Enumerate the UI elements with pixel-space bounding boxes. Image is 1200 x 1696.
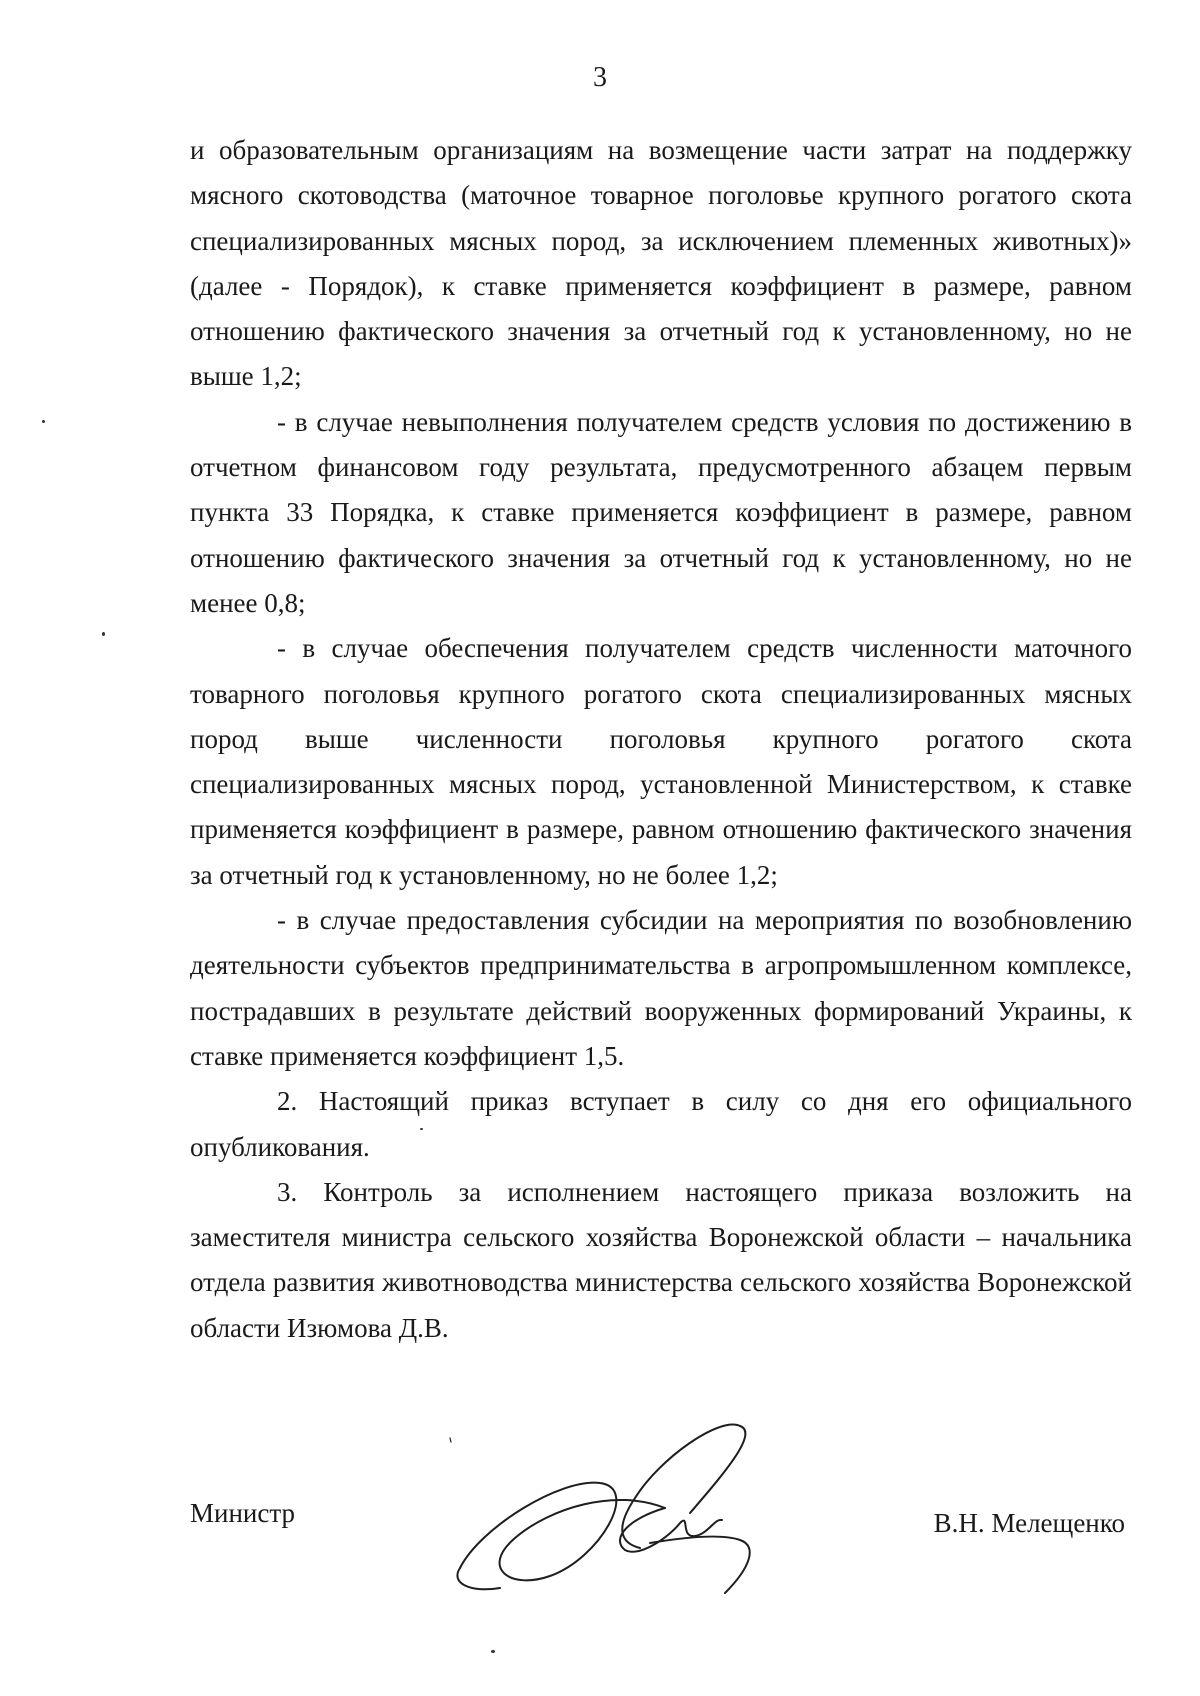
paragraph-control: 3. Контроль за исполнением настоящего приказа возложить на заместителя министра сельского хозяйства Воронежской области – начальника отдела развития животноводства министерства сельского хозяйства Воронежской области Изюмова Д.В.: [190, 1176, 1132, 1343]
paragraph-coefficient-minimum: - в случае невыполнения получателем средств условия по достижению в отчетном финансовом году результата, предусмотренного абзацем первым пункта 33 Порядка, к ставке применяется коэффициент в размере, равном отношению фактического значения за отчетный год к установленному, но не менее 0,8;: [190, 406, 1132, 618]
paragraph-coefficient-herd-size: - в случае обеспечения получателем средств численности маточного товарного поголовья крупного рогатого скота специализированных мясных пород выше численности поголовья крупного рогатого скота специализированных мясных пород, установленной Министерством, к ставке применяется коэффициент в размере, равном отношению фактического значения за отчетный год к установленному, но не более 1,2;: [190, 633, 1132, 890]
signatory-position: Министр: [190, 1498, 295, 1528]
scan-speck: [102, 632, 105, 636]
scan-speck: [491, 1650, 495, 1653]
paragraph-coefficient-ukraine: - в случае предоставления субсидии на мероприятия по возобновлению деятельности субъектов предпринимательства в агропромышленном комплексе, пострадавших в результате действий вооруженных формирований Украины, к ставке применяется коэффициент 1,5.: [190, 905, 1132, 1071]
scan-speck: [420, 1128, 423, 1130]
document-body: [190, 128, 1132, 1351]
signatory-name: В.Н. Мелещенко: [933, 1508, 1125, 1538]
handwritten-signature: [440, 1418, 800, 1628]
paragraph-effective-date: 2. Настоящий приказ вступает в силу со дня его официального опубликования.: [190, 1086, 1132, 1162]
scan-speck: [42, 420, 45, 423]
paragraph-continuation: и образовательным организациям на возмещение части затрат на поддержку мясного скотоводства (маточное товарное поголовье крупного рогатого скота специализированных мясных пород, за исключением племенных животных)» (далее - Порядок), к ставке применяется коэффициент в размере, равном отношению фактического значения за отчетный год к установленному, но не выше 1,2;: [190, 135, 1132, 392]
page-number: 3: [593, 62, 607, 93]
